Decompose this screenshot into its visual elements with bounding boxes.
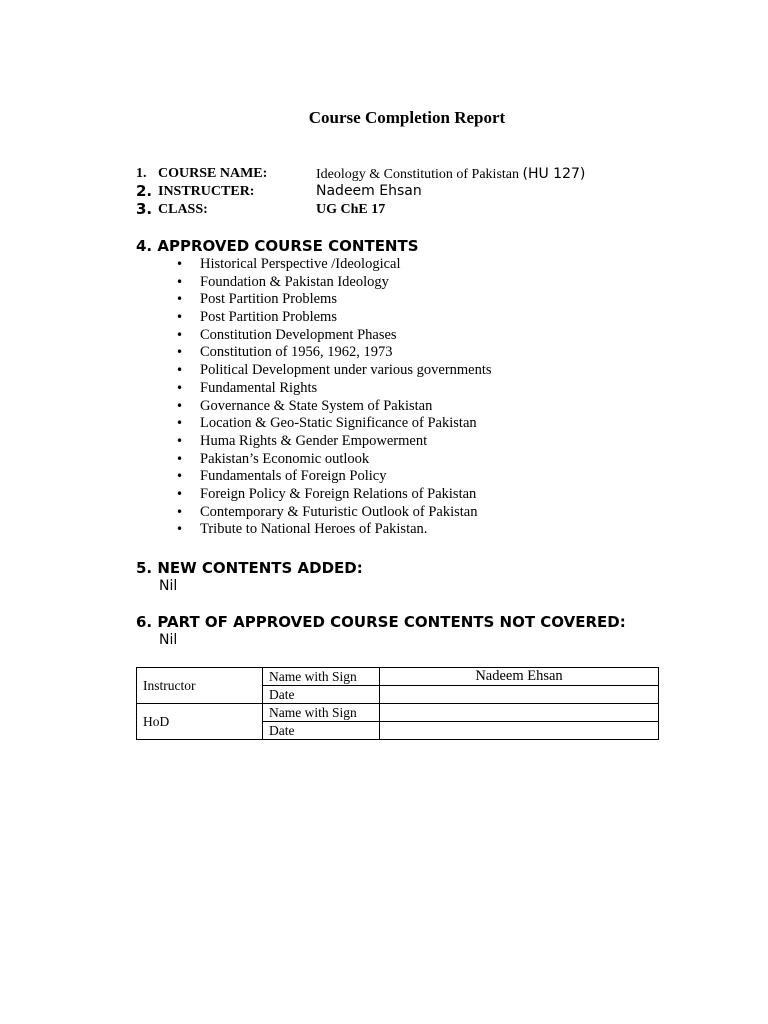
item-number: 3. [136,200,153,218]
course-code: (HU 127) [522,166,586,182]
course-name-value [316,166,585,183]
list-item: • Fundamentals of Foreign Policy [176,468,387,485]
list-item: • Post Partition Problems [176,291,337,308]
list-item: • Historical Perspective /Ideological [176,256,401,272]
list-item: • Political Development under various governments [176,362,492,379]
list-item: • Location & Geo-Static Significance of Pakistan [176,415,477,432]
not-covered-value: Nil [159,632,178,648]
list-item: • Constitution of 1956, 1962, 1973 [176,344,393,361]
item-number: 2. [136,182,153,200]
bullet-icon: • [176,274,184,289]
bullet-icon: • [176,469,184,484]
page-title: Course Completion Report [308,108,506,127]
bullet-icon: • [176,310,184,325]
not-covered-heading: 6. PART OF APPROVED COURSE CONTENTS NOT COVERED: [136,613,626,631]
list-item: • Pakistan’s Economic outlook [176,450,370,467]
bullet-icon: • [176,380,184,395]
instructor-label: INSTRUCTER: [158,184,255,199]
instructor-date-label: Date [263,686,380,704]
bullet-icon: • [176,257,184,271]
list-item: • Fundamental Rights [176,379,318,396]
approved-contents-list [176,256,492,539]
list-item: • Foreign Policy & Foreign Relations of Pakistan [176,485,477,502]
bullet-icon: • [176,398,184,413]
signature-table [136,667,659,740]
new-contents-value: Nil [159,578,178,594]
bullet-icon: • [176,504,184,519]
instructor-value: Nadeem Ehsan [316,183,422,199]
bullet-icon: • [176,345,184,360]
table-row [137,704,659,722]
list-item: • Foundation & Pakistan Ideology [176,273,389,290]
bullet-icon: • [176,522,184,537]
list-item: • Contemporary & Futuristic Outlook of Pakistan [176,503,478,520]
list-item: • Constitution Development Phases [176,326,397,343]
list-item: • Post Partition Problems [176,309,337,326]
table-row [137,668,659,686]
bullet-icon: • [176,363,184,378]
bullet-icon: • [176,433,184,448]
hod-name-label: Name with Sign [263,704,380,722]
hod-date-label: Date [263,722,380,740]
class-value: UG ChE 17 [316,202,386,217]
instructor-date-value[interactable] [380,686,659,704]
course-name-text: Ideology & Constitution of Pakistan [316,167,519,182]
class-label: CLASS: [158,202,208,217]
bullet-icon: • [176,327,184,342]
hod-role-cell: HoD [137,704,263,740]
bullet-icon: • [176,451,184,466]
item-number: 1. [136,166,147,181]
instructor-role-cell: Instructor [137,668,263,704]
bullet-icon: • [176,416,184,431]
instructor-name-value[interactable]: Nadeem Ehsan [380,668,659,686]
bullet-icon: • [176,486,184,501]
course-name-label: COURSE NAME: [158,166,268,181]
approved-contents-heading: 4. APPROVED COURSE CONTENTS [136,237,419,255]
list-item: • Tribute to National Heroes of Pakistan. [176,521,428,538]
instructor-name-label: Name with Sign [263,668,380,686]
list-item: • Governance & State System of Pakistan [176,397,433,414]
new-contents-heading: 5. NEW CONTENTS ADDED: [136,559,363,577]
bullet-icon: • [176,292,184,307]
hod-name-value[interactable] [380,704,659,722]
hod-date-value[interactable] [380,722,659,740]
list-item: • Huma Rights & Gender Empowerment [176,432,428,449]
